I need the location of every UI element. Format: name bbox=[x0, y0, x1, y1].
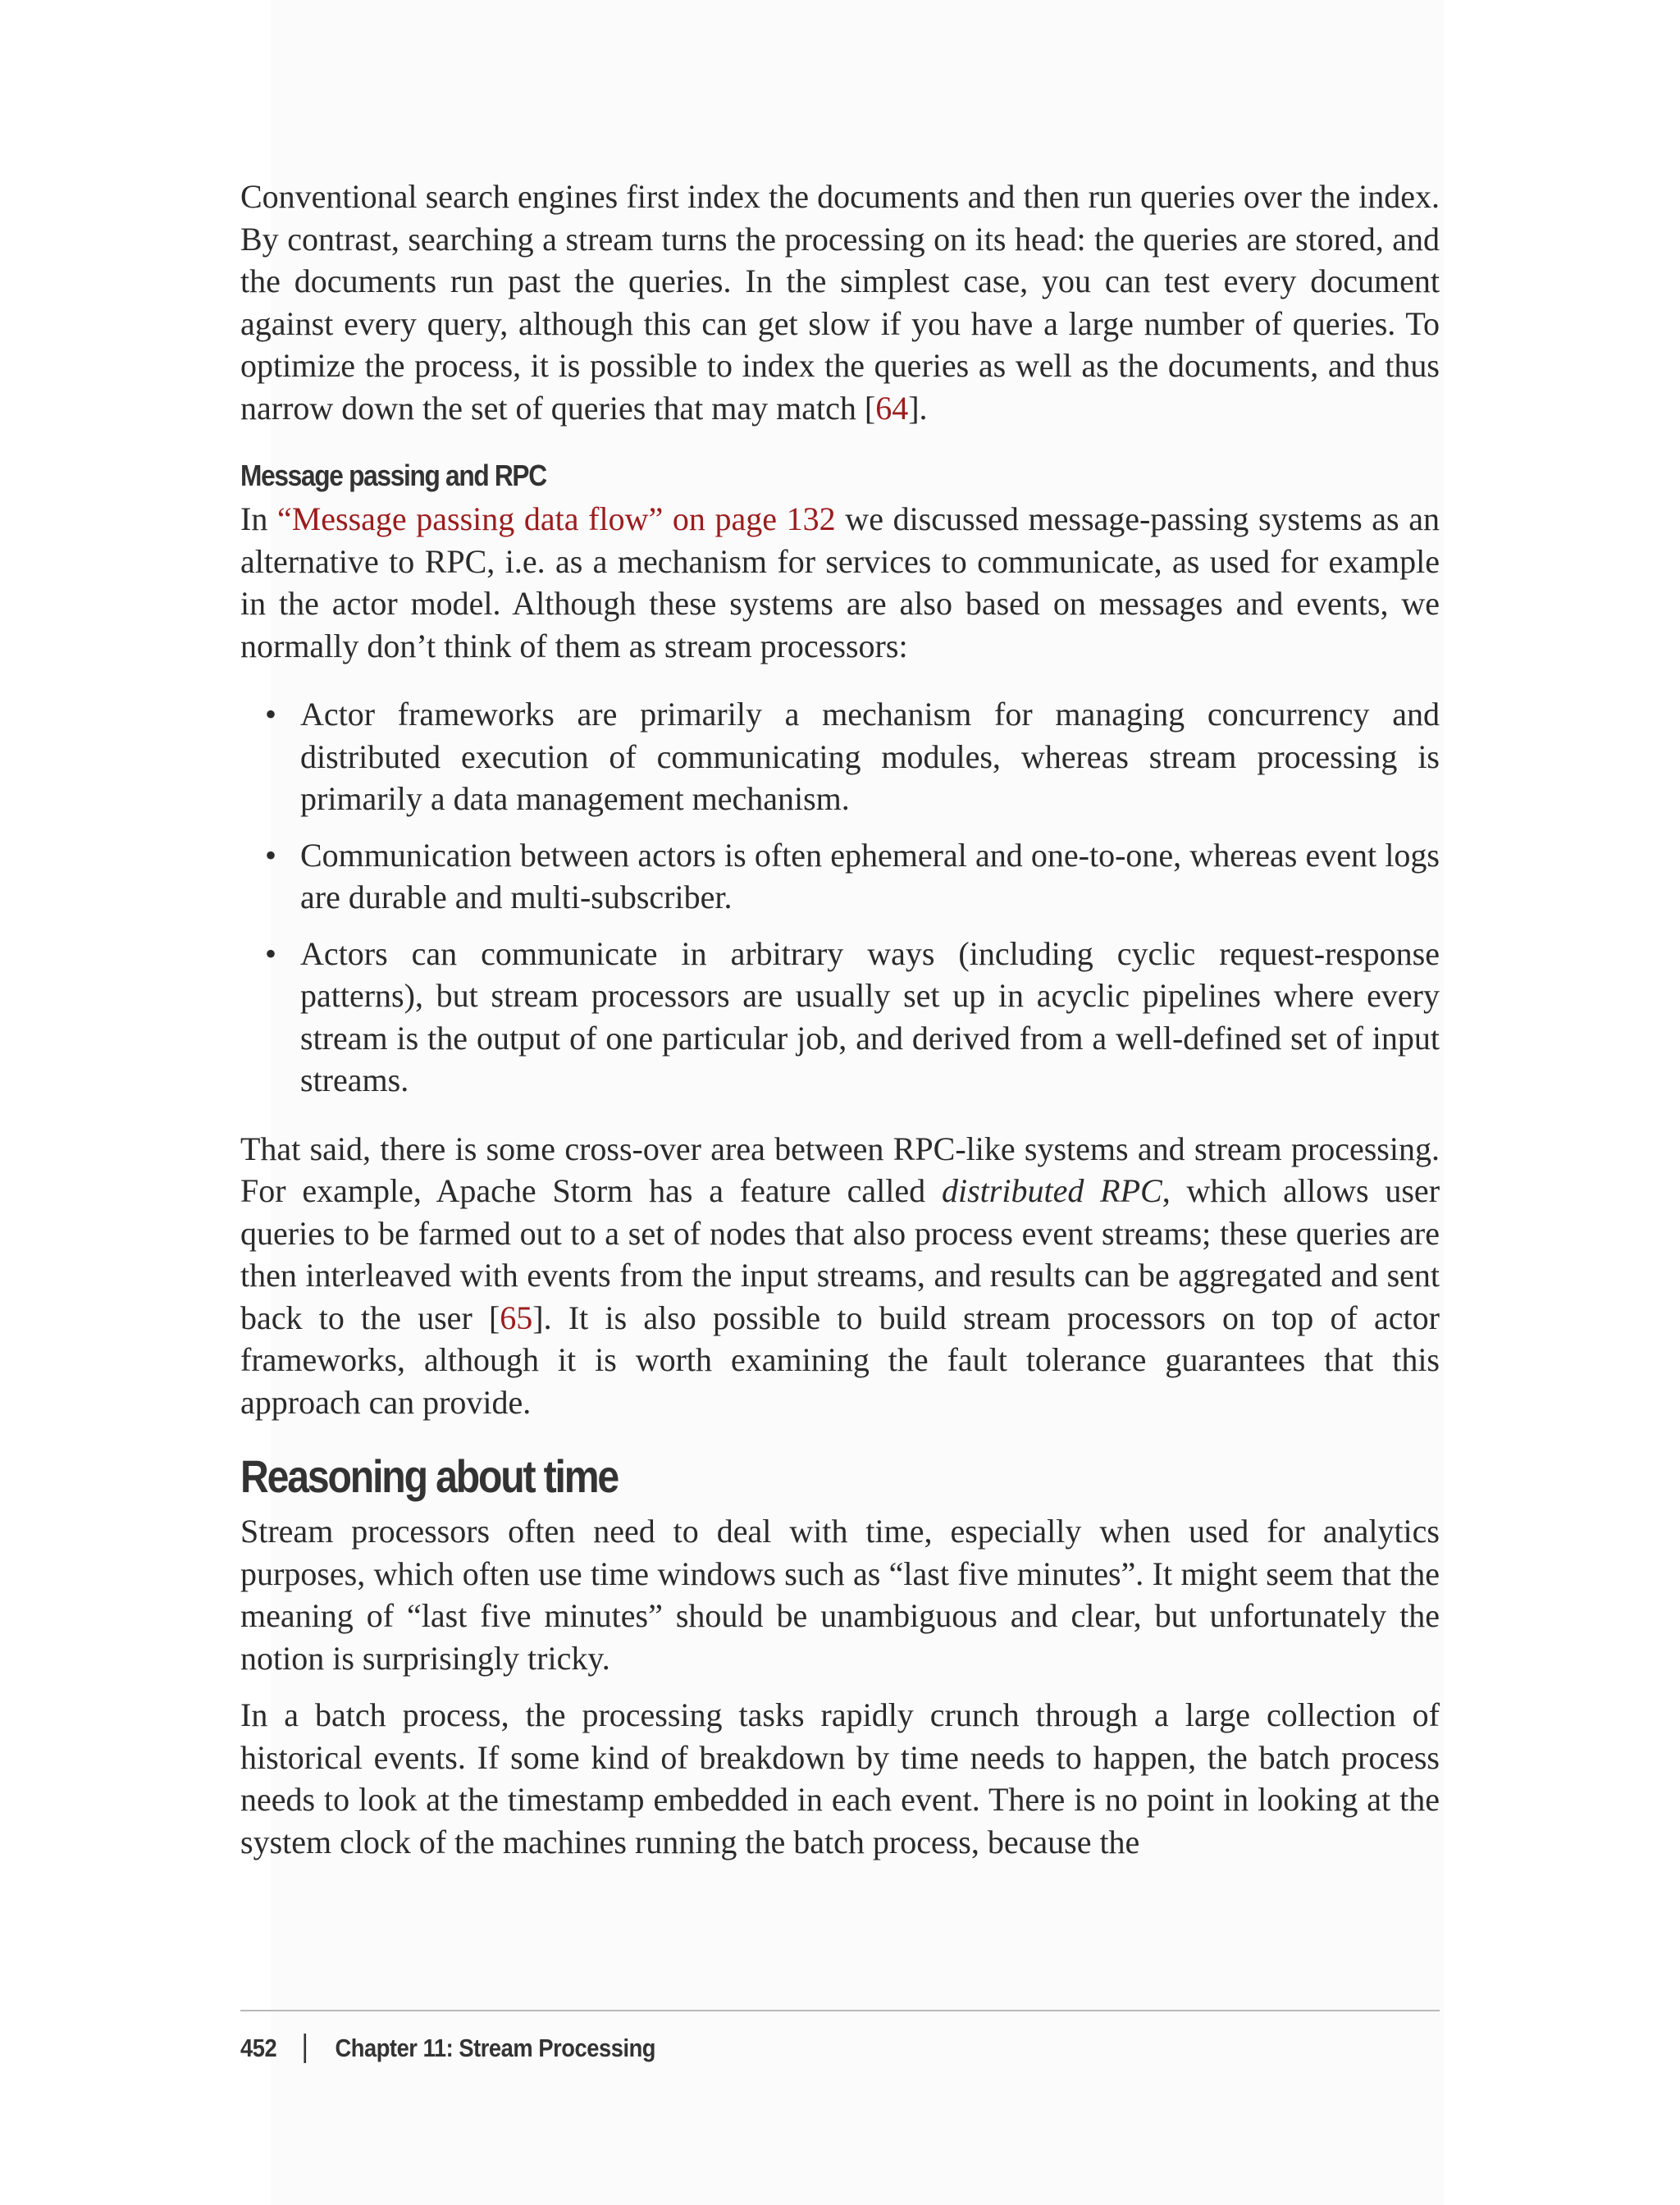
page-content bbox=[240, 176, 1440, 1863]
paragraph-batch-process: In a batch process, the processing tasks rapidly crunch through a large collection of historical events. If some kind of breakdown by time needs to happen, the batch process needs to look at the timestamp embedded in each event. There is no point in looking at the system clock of the machines running the batch process, because the bbox=[240, 1696, 1440, 1860]
bullet-list bbox=[240, 693, 1440, 1102]
chapter-title: Chapter 11: Stream Processing bbox=[335, 2034, 656, 2062]
cross-reference-link[interactable]: “Message passing data flow” on page 132 bbox=[276, 500, 836, 537]
footer-separator bbox=[304, 2034, 307, 2063]
bullet-icon: • bbox=[265, 836, 277, 874]
footer-divider bbox=[240, 2010, 1440, 2011]
citation-link-65[interactable]: 65 bbox=[500, 1299, 533, 1336]
paragraph-time-windows: Stream processors often need to deal with time, especially when used for analytics purposes, which often use time windows such as “last five minutes”. It might seem that the meaning of “last five minutes” should be unambiguous and clear, but unfortunately the notion is surprisingly tricky. bbox=[240, 1513, 1440, 1677]
list-item: • Actor frameworks are primarily a mechanism for managing concurrency and distributed execution of communicating modules, whereas stream processing is primarily a data management mechanism. bbox=[240, 693, 1440, 820]
bullet-icon: • bbox=[265, 696, 277, 733]
paragraph-rpc-crossover: That said, there is some cross-over area between RPC-like systems and stream processing. For example, Apache Storm has a feature called distributed RPC, which allows user queries to be farmed out to a set of nodes that also process event streams; these queries are then interleaved with events from the input streams, and results can be aggregated and sent back to the user [65]. It is also possible to build stream processors on top of actor frameworks, although it is worth examining the fault tolerance guarantees that this approach can provide. bbox=[240, 1130, 1440, 1421]
bullet-icon: • bbox=[265, 934, 277, 972]
paragraph-message-passing: In “Message passing data flow” on page 132 we discussed message-passing systems as an alternative to RPC, i.e. as a mechanism for services to communicate, as used for example in the actor model. Although these systems are also based on messages and events, we normally don’t think of them as stream processors: bbox=[240, 500, 1440, 664]
section-heading-message-passing: Message passing and RPC bbox=[240, 459, 546, 492]
citation-link-64[interactable]: 64 bbox=[875, 389, 909, 427]
list-item: • Communication between actors is often ephemeral and one-to-one, whereas event logs are durable and multi-subscriber. bbox=[240, 834, 1440, 919]
section-heading-reasoning-about-time: Reasoning about time bbox=[240, 1450, 619, 1502]
page-footer bbox=[240, 2028, 655, 2069]
list-item: • Actors can communicate in arbitrary ways (including cyclic request-response patterns), but stream processors are usually set up in acyclic pipelines where every stream is the output of one particular job, and derived from a well-defined set of input streams. bbox=[240, 933, 1440, 1102]
paragraph-search: Conventional search engines first index the documents and then run queries over the index. By contrast, searching a stream turns the processing on its head: the queries are stored, and the documents run past the queries. In the simplest case, you can test every document against every query, although this can get slow if you have a large number of queries. To optimize the process, it is possible to index the queries as well as the documents, and thus narrow down the set of queries that may match [64]. bbox=[240, 178, 1440, 427]
page-number: 452 bbox=[240, 2034, 277, 2062]
